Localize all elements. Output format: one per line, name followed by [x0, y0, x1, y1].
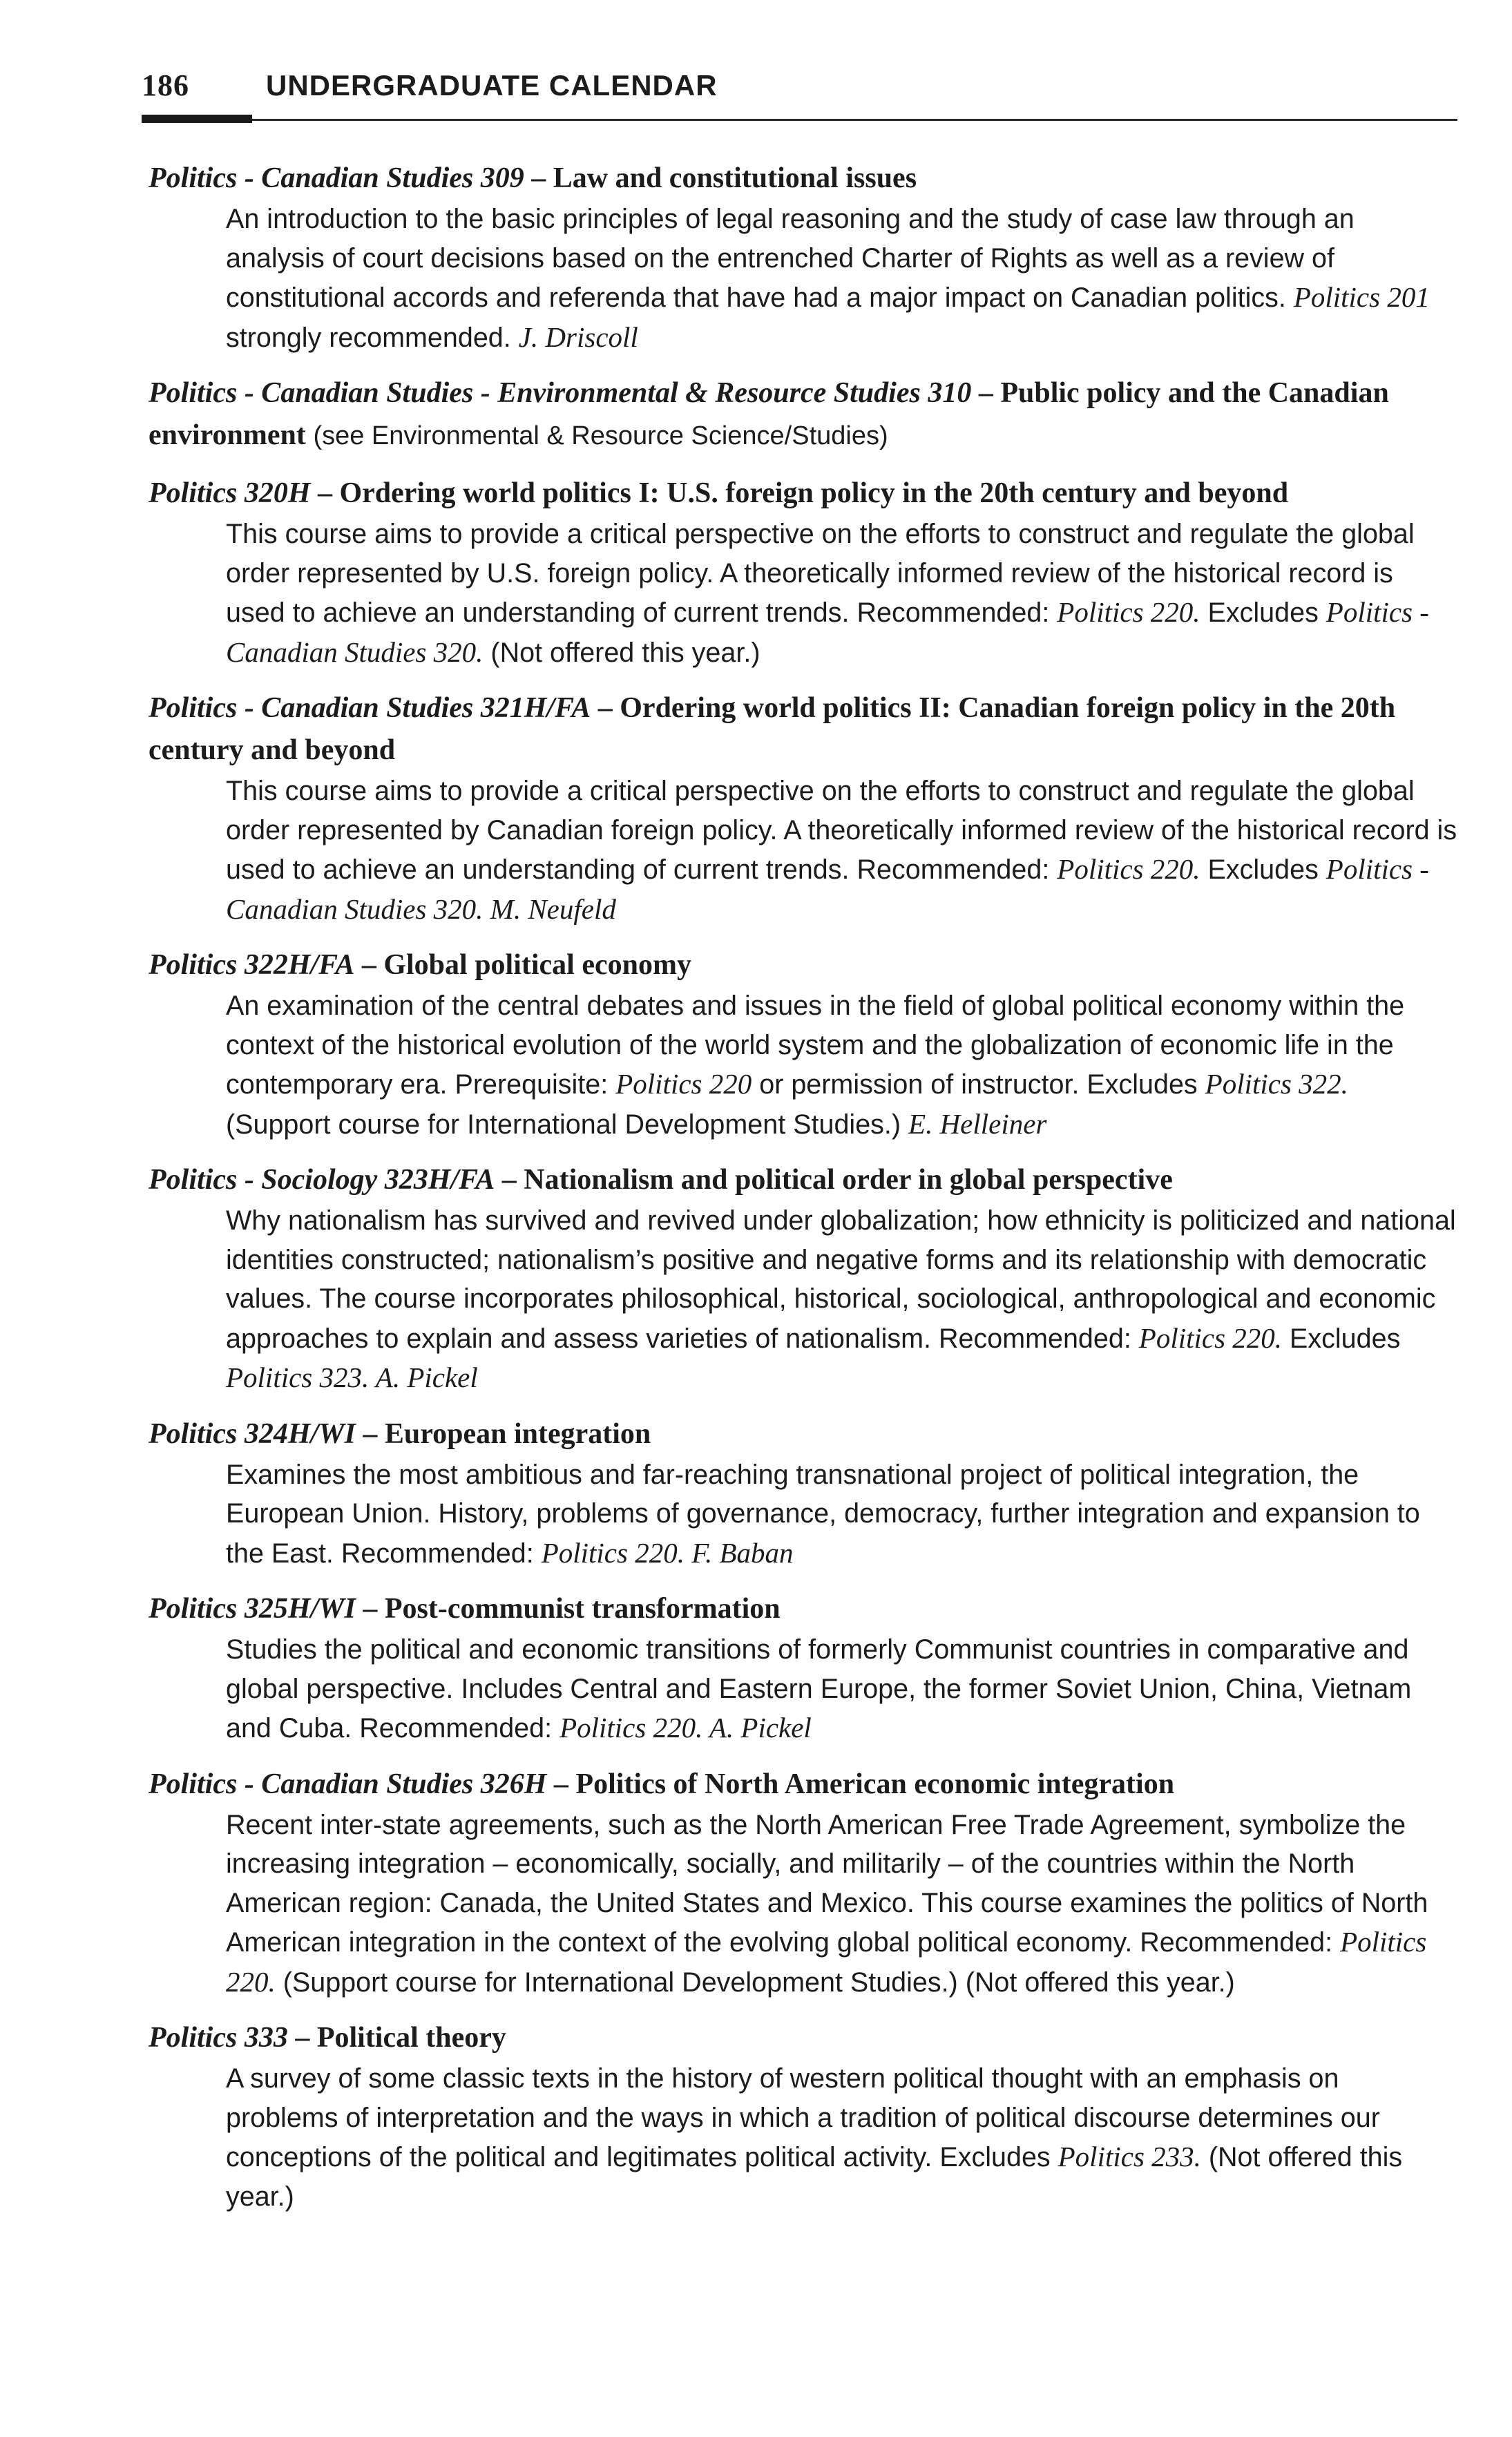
italic-reference: Politics - Canadian Studies 320. M. Neufeld — [226, 853, 1429, 925]
course-code: Politics 320H — [149, 477, 311, 509]
course-description — [226, 986, 1457, 1144]
course-description — [226, 1455, 1457, 1574]
course-title: Ordering world politics II: Canadian foreign policy in the 20th century and beyond — [149, 692, 1396, 766]
description-text: Recent inter-state agreements, such as the North American Free Trade Agreement, symbolize the increasing integration – economically, socially, and militarily – of the countries within the North American region: Canada, the United States and Mexico. This course examines the politics of North American integration in the context of the evolving global political economy. Recommended: — [226, 1809, 1428, 1958]
course-separator: – — [310, 477, 340, 509]
italic-reference: Politics 233. — [1058, 2141, 1201, 2172]
course-separator: – — [354, 949, 384, 981]
course-code: Politics - Canadian Studies 326H — [149, 1768, 547, 1800]
course-title: Politics of North American economic integration — [575, 1768, 1175, 1800]
header-rule — [252, 119, 1457, 121]
course-entry — [149, 472, 1457, 672]
course-code: Politics 333 — [149, 2022, 288, 2054]
course-title: Post-communist transformation — [384, 1593, 781, 1625]
course-entry — [149, 944, 1457, 1144]
course-separator: – — [546, 1768, 576, 1800]
italic-reference: Politics 323. A. Pickel — [226, 1361, 478, 1393]
cross-reference: (see Environmental & Resource Science/Studies) — [305, 421, 888, 450]
italic-reference: Politics 201 — [1293, 281, 1430, 313]
course-heading — [149, 372, 1457, 457]
italic-reference: E. Helleiner — [908, 1107, 1047, 1140]
course-title: Political theory — [316, 2022, 506, 2054]
italic-reference: Politics 220. F. Baban — [541, 1536, 794, 1569]
course-description — [226, 2059, 1457, 2216]
description-text: An introduction to the basic principles of legal reasoning and the study of case law through an analysis of court decisions based on the entrenched Charter of Rights as well as a review of constitutional accords and referenda that have had a major impact on Canadian politics. — [226, 204, 1355, 313]
description-text: Excludes — [1282, 1323, 1401, 1354]
course-heading — [149, 1159, 1457, 1201]
course-code: Politics - Sociology 323H/FA — [149, 1164, 495, 1196]
course-title: Nationalism and political order in global perspective — [524, 1164, 1173, 1196]
running-title: UNDERGRADUATE CALENDAR — [266, 69, 718, 102]
description-text: Why nationalism has survived and revived under globalization; how ethnicity is politicized and national identities constructed; nationalism’s positive and negative forms and its relationship with democratic values. The course incorporates philosophical, historical, sociological, anthropological and economic approaches to explain and assess varieties of nationalism. Recommended: — [226, 1205, 1456, 1354]
description-text: Examines the most ambitious and far-reaching transnational project of political integration, the European Union. History, problems of governance, democracy, further integration and expansion to the East. Recommended: — [226, 1459, 1420, 1569]
course-heading — [149, 1588, 1457, 1630]
description-text: or permission of instructor. Excludes — [752, 1069, 1205, 1100]
course-entry — [149, 2017, 1457, 2216]
description-text: (Not offered this year.) — [226, 2142, 1403, 2212]
description-text: (Not offered this year.) — [483, 637, 760, 668]
course-list — [149, 157, 1457, 2231]
course-title: Law and constitutional issues — [553, 162, 917, 194]
course-heading — [149, 944, 1457, 986]
course-separator: – — [355, 1417, 385, 1450]
course-description — [226, 1630, 1457, 1748]
course-separator: – — [287, 2022, 317, 2054]
course-description — [226, 515, 1457, 672]
course-heading — [149, 2017, 1457, 2059]
header-bar — [142, 115, 252, 123]
italic-reference: Politics 220. — [1057, 596, 1200, 628]
course-code: Politics - Canadian Studies 309 — [149, 162, 524, 194]
italic-reference: Politics 220. — [226, 1926, 1427, 1998]
course-separator: – — [524, 162, 553, 194]
description-text: This course aims to provide a critical perspective on the efforts to construct and regulate the global order represented by U.S. foreign policy. A theoretically informed review of the historical record is used to achieve an understanding of current trends. Recommended: — [226, 519, 1415, 628]
course-heading — [149, 1413, 1457, 1455]
course-description — [226, 772, 1457, 929]
course-entry — [149, 1413, 1457, 1574]
course-entry — [149, 687, 1457, 929]
course-title: Ordering world politics I: U.S. foreign policy in the 20th century and beyond — [339, 477, 1289, 509]
course-description — [226, 200, 1457, 357]
course-entry — [149, 1159, 1457, 1398]
course-description — [226, 1201, 1457, 1398]
course-entry — [149, 157, 1457, 357]
course-entry — [149, 1588, 1457, 1748]
page-header — [142, 68, 1454, 109]
description-text: (Support course for International Development Studies.) — [226, 1109, 909, 1140]
course-heading — [149, 472, 1457, 515]
description-text: strongly recommended. — [226, 322, 519, 353]
description-text: An examination of the central debates and issues in the field of global political economy within the context of the historical evolution of the world system and the globalization of economic life in the contemporary era. Prerequisite: — [226, 991, 1405, 1100]
description-text: Excludes — [1200, 598, 1326, 628]
course-separator: – — [971, 377, 1001, 409]
course-code: Politics - Canadian Studies 321H/FA — [149, 692, 591, 724]
course-title: European integration — [384, 1417, 651, 1450]
course-code: Politics 322H/FA — [149, 949, 355, 981]
course-heading — [149, 157, 1457, 200]
course-separator: – — [355, 1593, 385, 1625]
course-title: Global political economy — [383, 949, 691, 981]
course-description — [226, 1806, 1457, 2003]
italic-reference: Politics 220. — [1057, 853, 1200, 885]
course-heading — [149, 1764, 1457, 1806]
description-text: Excludes — [1200, 854, 1326, 885]
italic-reference: Politics 322. — [1205, 1068, 1348, 1100]
italic-reference: Politics - Canadian Studies 320. — [226, 596, 1429, 668]
course-heading — [149, 687, 1457, 772]
description-text: (Support course for International Development Studies.) (Not offered this year.) — [275, 1967, 1235, 1998]
course-title: Public policy and the Canadian environment — [149, 377, 1389, 451]
description-text: Studies the political and economic transitions of formerly Communist countries in comparative and global perspective. Includes Central and Eastern Europe, the former Soviet Union, China, Vietnam and Cuba. Recommended: — [226, 1634, 1412, 1743]
description-text: This course aims to provide a critical perspective on the efforts to construct and regulate the global order represented by Canadian foreign policy. A theoretically informed review of the historical record is used to achieve an understanding of current trends. Recommended: — [226, 776, 1457, 885]
description-text: A survey of some classic texts in the history of western political thought with an emphasis on problems of interpretation and the ways in which a tradition of political discourse determines our conceptions of the political and legitimates political activity. Excludes — [226, 2063, 1380, 2172]
italic-reference: Politics 220. — [1138, 1321, 1283, 1354]
course-code: Politics 324H/WI — [149, 1417, 356, 1450]
italic-reference: Politics 220 — [615, 1068, 752, 1100]
course-entry — [149, 1764, 1457, 2003]
course-code: Politics - Canadian Studies - Environmental & Resource Studies 310 — [149, 377, 972, 409]
italic-reference: Politics 220. A. Pickel — [559, 1712, 812, 1743]
course-separator: – — [591, 692, 620, 724]
course-entry — [149, 372, 1457, 457]
page-number: 186 — [142, 68, 189, 102]
course-separator: – — [495, 1164, 524, 1196]
course-code: Politics 325H/WI — [149, 1593, 356, 1625]
italic-reference: J. Driscoll — [518, 321, 638, 353]
